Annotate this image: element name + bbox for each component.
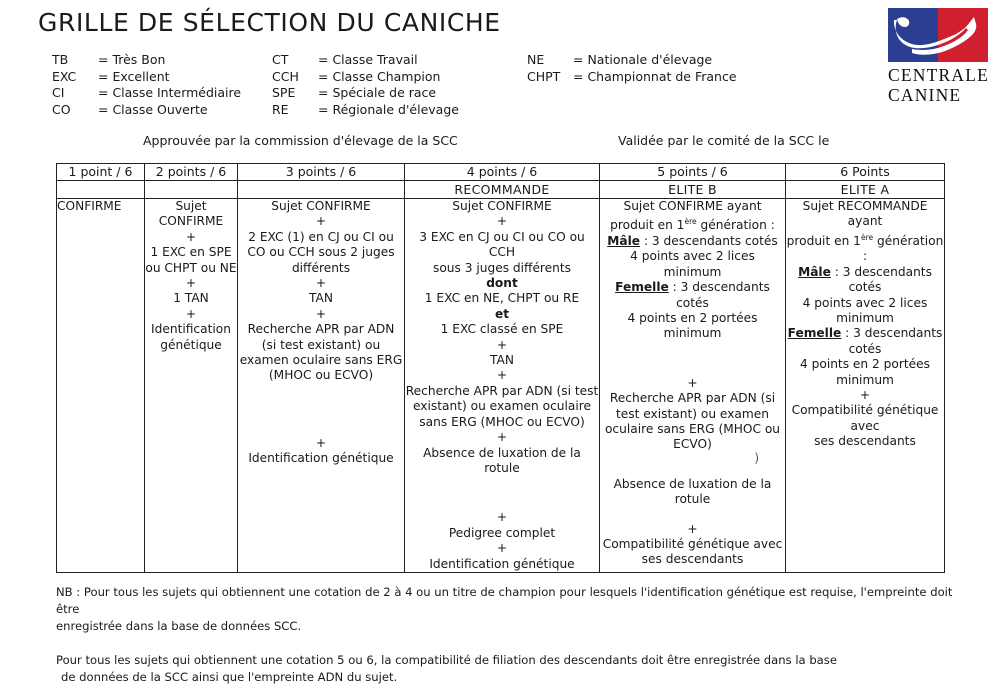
- gen-ordinal: ère: [860, 232, 874, 242]
- plus-separator: +: [687, 521, 698, 536]
- table-header-points-row: [57, 164, 945, 181]
- legend-definition: = Classe Champion: [318, 68, 441, 84]
- plus-separator: +: [496, 337, 508, 352]
- legend-definition: = Spéciale de race: [318, 85, 437, 100]
- approval-committee-text: Validée par le comité de la SCC le: [618, 133, 830, 148]
- table-body-row: [57, 199, 945, 573]
- gen-ordinal: ère: [684, 217, 697, 227]
- legend-item: [52, 69, 241, 86]
- plus-separator: +: [315, 276, 327, 291]
- criteria-line: rotule: [674, 492, 711, 507]
- legend-definition: = Classe Ouverte: [98, 101, 208, 117]
- criteria-line: oculaire sans ERG (MHOC ou: [604, 421, 781, 436]
- legend-abbr: CHPT: [527, 68, 561, 84]
- plus-separator: +: [496, 368, 508, 383]
- criteria-line: Absence de luxation de la: [613, 476, 772, 491]
- legend-item: [272, 85, 459, 102]
- abbreviation-legend-column-2: [272, 52, 459, 118]
- criteria-line: 4 points avec 2 lices minimum: [802, 295, 928, 325]
- legend-definition: = Classe Travail: [318, 52, 418, 67]
- legend-definition: = Nationale d'élevage: [573, 52, 713, 67]
- criteria-line-female: [600, 280, 785, 311]
- criteria-line: ECVO): [673, 437, 712, 452]
- legend-item: [52, 102, 241, 119]
- legend-abbr: SPE: [272, 85, 296, 100]
- legend-abbr: CO: [52, 101, 71, 117]
- criteria-line-female: [786, 326, 944, 341]
- criteria-line: Sujet CONFIRME ayant: [623, 199, 762, 213]
- criteria-line: 4 points avec 2 lices minimum: [630, 249, 755, 279]
- male-label: Mâle: [798, 264, 831, 279]
- plus-separator: +: [496, 430, 508, 445]
- header-points-2: 2 points / 6: [145, 164, 238, 181]
- female-label: Femelle: [615, 280, 669, 295]
- male-rest: : 3 descendants cotés: [830, 264, 932, 295]
- plus-separator: +: [496, 541, 508, 556]
- male-label: Mâle: [607, 233, 641, 248]
- plus-separator: +: [315, 214, 327, 229]
- legend-definition: = Classe Intermédiaire: [98, 85, 242, 100]
- criteria-line: génétique: [160, 337, 222, 352]
- legend-abbr: NE: [527, 52, 545, 67]
- legend-item: [52, 52, 241, 69]
- criteria-line: cotés: [848, 341, 882, 356]
- criteria-line: 1 EXC classé en SPE: [440, 322, 564, 337]
- gen-prefix: produit en 1: [610, 218, 685, 233]
- legend-abbr: EXC: [52, 68, 77, 84]
- criteria-line: 1 EXC en NE, CHPT ou RE: [424, 291, 580, 306]
- spacer: [600, 463, 785, 477]
- criteria-line: test existant) ou examen: [615, 406, 769, 421]
- header-points-5: 5 points / 6: [600, 164, 786, 181]
- criteria-line: TAN: [309, 291, 333, 306]
- criteria-line: 1 TAN: [173, 291, 209, 306]
- plus-separator: +: [185, 229, 197, 244]
- criteria-line: sans ERG (MHOC ou ECVO): [419, 414, 585, 429]
- selection-grid-table: [56, 163, 945, 573]
- legend-definition: = Régionale d'élevage: [318, 101, 459, 117]
- criteria-cell-5-points: [600, 199, 786, 573]
- criteria-line: différents: [291, 260, 351, 275]
- criteria-cell-1-point: [57, 199, 145, 573]
- criteria-line: 4 points en 2 portées minimum: [627, 310, 758, 341]
- note-paragraph-2-line-2: de données de la SCC ainsi que l'empreinte ADN du sujet.: [61, 670, 398, 684]
- criteria-line: Recherche APR par ADN (si: [609, 391, 776, 406]
- spacer: [600, 508, 785, 522]
- note-nb-line-2: enregistrée dans la base de données SCC.: [56, 619, 302, 633]
- header-points-4: 4 points / 6: [405, 164, 600, 181]
- criteria-line: minimum: [836, 372, 894, 387]
- spacer: [405, 476, 599, 510]
- legend-item: [272, 52, 459, 69]
- criteria-line: CONFIRME: [158, 214, 224, 229]
- legend-item: [272, 102, 459, 119]
- criteria-line: 3 EXC en CJ ou CI ou CO ou CCH: [419, 229, 585, 260]
- criteria-line: Recherche APR par ADN: [247, 322, 395, 337]
- criteria-cell-4-points: [405, 199, 600, 573]
- plus-separator: +: [687, 375, 698, 390]
- legend-definition: = Championnat de France: [573, 68, 737, 84]
- logo-text-line-1: CENTRALE: [888, 65, 989, 85]
- dog-silhouette-icon: [888, 8, 988, 62]
- legend-item: [527, 69, 737, 86]
- logo-text-line-2: CANINE: [888, 85, 962, 105]
- criteria-line: Compatibilité génétique avec: [791, 403, 939, 433]
- abbreviation-legend-column-1: [52, 52, 241, 118]
- criteria-line: sous 3 juges différents: [432, 260, 572, 275]
- criteria-line: TAN: [490, 353, 514, 368]
- criteria-line-generation: [600, 214, 785, 233]
- criteria-line: Absence de luxation de la rotule: [423, 445, 581, 475]
- header-points-3: 3 points / 6: [238, 164, 405, 181]
- legend-item: [52, 85, 241, 102]
- criteria-line: examen oculaire sans ERG: [239, 353, 403, 368]
- criteria-line: ou CHPT ou NE: [145, 260, 237, 275]
- header-label-2: [145, 181, 238, 199]
- table-header-label-row: [57, 181, 945, 199]
- female-rest: : 3 descendants cotés: [668, 280, 770, 310]
- gen-prefix: produit en 1: [786, 233, 861, 248]
- legend-item: [272, 69, 459, 86]
- criteria-line: Sujet: [175, 199, 207, 213]
- logo-wordmark: [888, 65, 992, 105]
- header-label-3: [238, 181, 405, 199]
- male-rest: : 3 descendants cotés: [640, 233, 778, 248]
- legend-abbr: TB: [52, 52, 69, 67]
- centrale-canine-logo: [888, 8, 992, 105]
- criteria-line-male: [786, 265, 944, 296]
- criteria-line: 4 points en 2 portées: [800, 357, 930, 372]
- criteria-line: CONFIRME: [57, 199, 122, 213]
- criteria-line: ses descendants: [641, 552, 744, 567]
- criteria-line: 1 EXC en SPE: [150, 245, 232, 260]
- criteria-line: Compatibilité génétique avec: [602, 536, 783, 551]
- criteria-line: CO ou CCH sous 2 juges: [247, 245, 395, 260]
- plus-separator: +: [496, 510, 508, 525]
- plus-separator: +: [496, 214, 508, 229]
- plus-separator: +: [185, 306, 197, 321]
- logo-mark-icon: [888, 8, 988, 62]
- approval-commission-text: Approuvée par la commission d'élevage de la SCC: [143, 133, 458, 148]
- female-rest: : 3 descendants: [841, 326, 943, 341]
- criteria-cell-3-points: [238, 199, 405, 573]
- plus-separator: +: [315, 435, 327, 450]
- note-paragraph-2-line-1: Pour tous les sujets qui obtiennent une cotation 5 ou 6, la compatibilité de filiation des descendants doit être enregistrée dans la base: [56, 653, 837, 667]
- footer-notes: [56, 584, 961, 686]
- criteria-line-dont: dont: [486, 276, 518, 291]
- stray-mark: ): [754, 450, 759, 465]
- criteria-line-male: [600, 234, 785, 249]
- criteria-line: (si test existant) ou: [261, 337, 381, 352]
- criteria-line: Recherche APR par ADN (si test: [405, 383, 599, 398]
- header-points-1: 1 point / 6: [57, 164, 145, 181]
- criteria-line: Pedigree complet: [448, 525, 556, 540]
- header-label-elite-a: ELITE A: [786, 181, 945, 199]
- plus-separator: +: [185, 276, 197, 291]
- criteria-line: Sujet CONFIRME: [271, 199, 371, 213]
- header-label-recommande: RECOMMANDE: [405, 181, 600, 199]
- female-label: Femelle: [787, 326, 842, 341]
- legend-abbr: CCH: [272, 68, 299, 84]
- legend-abbr: CT: [272, 52, 289, 67]
- criteria-cell-6-points: [786, 199, 945, 573]
- gen-suffix: génération :: [696, 218, 775, 233]
- legend-definition: = Excellent: [98, 68, 170, 84]
- plus-separator: +: [315, 306, 327, 321]
- criteria-line: (MHOC ou ECVO): [268, 368, 374, 383]
- criteria-cell-2-points: [145, 199, 238, 573]
- criteria-line: Identification génétique: [429, 556, 575, 571]
- criteria-line-et: et: [494, 306, 510, 321]
- criteria-line: Sujet CONFIRME: [452, 199, 552, 213]
- criteria-line: Identification: [151, 322, 231, 337]
- page-title: GRILLE DE SÉLECTION DU CANICHE: [38, 8, 501, 37]
- header-points-6: 6 Points: [786, 164, 945, 181]
- spacer: [238, 384, 404, 436]
- gen-suffix: génération :: [862, 233, 944, 264]
- legend-item: [527, 52, 737, 69]
- criteria-line: existant) ou examen oculaire: [413, 399, 591, 414]
- spacer: [56, 635, 961, 652]
- legend-abbr: RE: [272, 101, 289, 117]
- criteria-line: 2 EXC (1) en CJ ou CI ou: [248, 229, 394, 244]
- plus-separator: +: [859, 387, 871, 402]
- criteria-line: Sujet RECOMMANDE ayant: [802, 199, 928, 229]
- spacer: [600, 342, 785, 376]
- criteria-line-generation: [786, 230, 944, 265]
- legend-definition: = Très Bon: [98, 52, 166, 67]
- criteria-line: Identification génétique: [248, 451, 394, 466]
- legend-abbr: CI: [52, 85, 65, 100]
- note-nb-line-1: NB : Pour tous les sujets qui obtiennent une cotation de 2 à 4 ou un titre de champion pour lesquels l'identification génétique est requise, l'empreinte doit être: [56, 585, 953, 616]
- header-label-1: [57, 181, 145, 199]
- abbreviation-legend-column-3: [527, 52, 737, 85]
- criteria-line: ses descendants: [814, 434, 916, 449]
- header-label-elite-b: ELITE B: [600, 181, 786, 199]
